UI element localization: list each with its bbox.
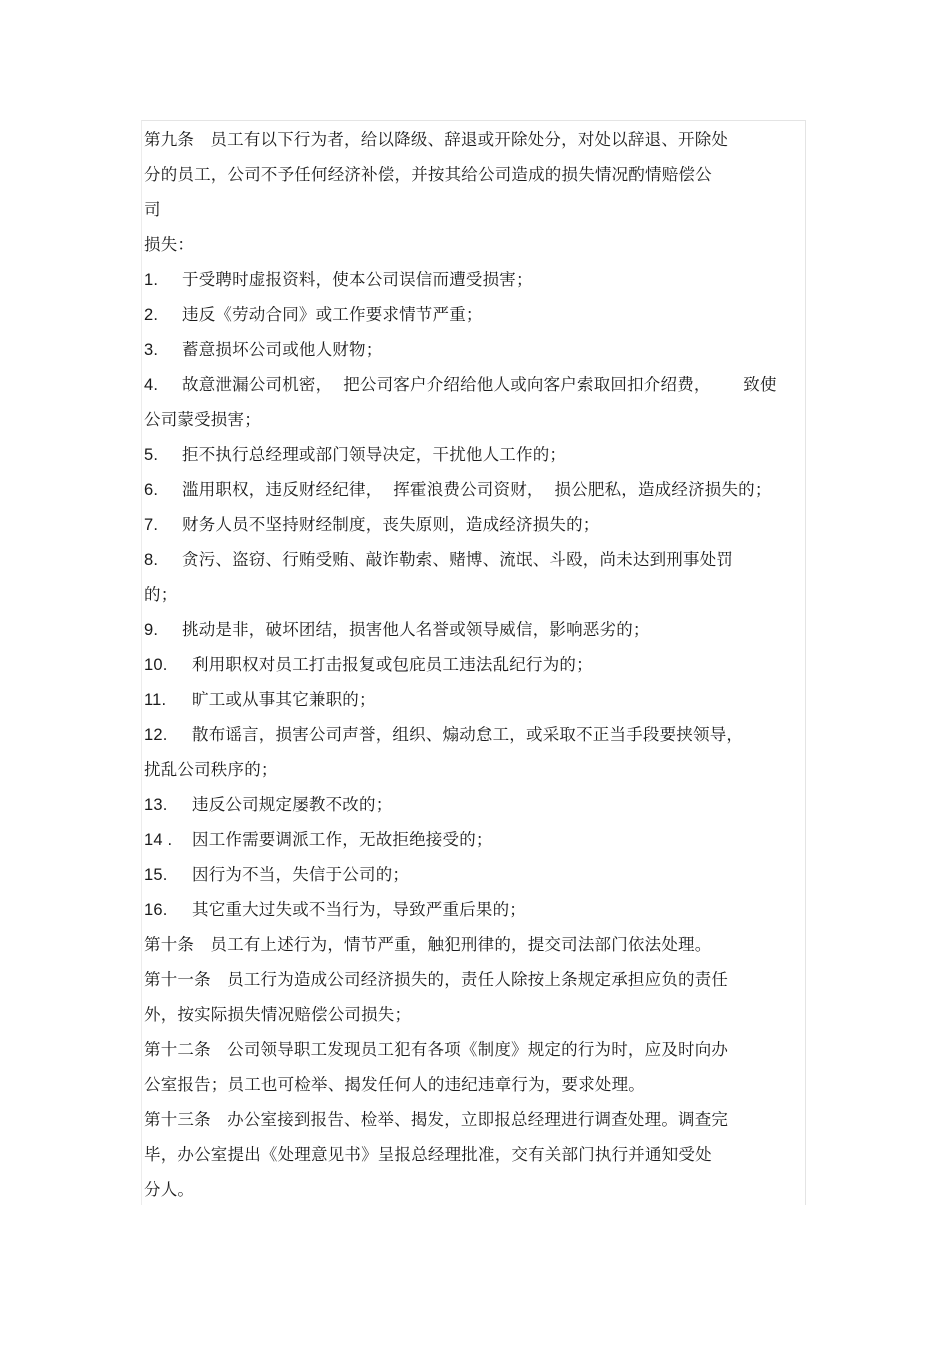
text-line [144,612,814,647]
item-text: 因行为不当，失信于公司的； [192,865,410,884]
item-text: 第十一条 员工行为造成公司经济损失的，责任人除按上条规定承担应负的责任 [144,970,729,989]
text-line [144,297,814,332]
item-number: 2. [144,306,159,324]
item-number: 6. [144,481,159,499]
text-line [144,682,814,717]
item-number: 16. [144,901,168,919]
item-text: 扰乱公司秩序的； [144,760,278,779]
text-line [144,192,814,227]
text-line [144,122,814,157]
item-number: 5. [144,446,159,464]
text-line [144,367,814,402]
item-text: 于受聘时虚报资料，使本公司误信而遭受损害； [182,270,533,289]
item-text: 其它重大过失或不当行为，导致严重后果的； [192,900,526,919]
text-line [144,577,814,612]
item-text: 公室报告；员工也可检举、揭发任何人的违纪违章行为，要求处理。 [144,1075,645,1094]
item-text: 旷工或从事其它兼职的； [192,690,376,709]
item-number: 10. [144,656,168,674]
item-number: 13. [144,796,168,814]
item-text: 故意泄漏公司机密， 把公司客户介绍给他人或向客户索取回扣介绍费， 致使 [182,375,777,394]
text-line [144,787,814,822]
item-text: 分的员工，公司不予任何经济补偿，并按其给公司造成的损失情况酌情赔偿公 [144,165,712,184]
item-text: 违反《劳动合同》或工作要求情节严重； [182,305,483,324]
text-line [144,962,814,997]
item-number: 1. [144,271,159,289]
text-line [144,647,814,682]
text-line [144,1102,814,1137]
item-text: 毕，办公室提出《处理意见书》呈报总经理批准，交有关部门执行并通知受处 [144,1145,712,1164]
item-text: 损失： [144,235,195,254]
text-line [144,752,814,787]
text-line [144,717,814,752]
text-line [144,997,814,1032]
item-text: 分人。 [144,1180,195,1199]
text-line [144,1172,814,1207]
item-number: 15. [144,866,168,884]
text-line [144,857,814,892]
text-line [144,507,814,542]
item-text: 财务人员不坚持财经制度，丧失原则，造成经济损失的； [182,515,600,534]
text-line [144,822,814,857]
text-line [144,157,814,192]
item-number: 7. [144,516,159,534]
item-number: 9. [144,621,159,639]
item-text: 拒不执行总经理或部门领导决定，干扰他人工作的； [182,445,567,464]
document-body [144,122,814,1207]
item-number: 12. [144,726,168,744]
item-number: 4. [144,376,159,394]
text-line [144,332,814,367]
item-text: 滥用职权，违反财经纪律， 挥霍浪费公司资财， 损公肥私，造成经济损失的； [182,480,772,499]
item-text: 挑动是非，破坏团结，损害他人名誉或领导威信，影响恶劣的； [182,620,650,639]
text-line [144,1067,814,1102]
item-text: 第十二条 公司领导职工发现员工犯有各项《制度》规定的行为时，应及时向办 [144,1040,729,1059]
text-line [144,472,814,507]
text-line [144,927,814,962]
text-line [144,402,814,437]
item-number: 3. [144,341,159,359]
text-line [144,892,814,927]
text-line [144,227,814,262]
item-text: 外，按实际损失情况赔偿公司损失； [144,1005,412,1024]
item-text: 公司蒙受损害； [144,410,261,429]
item-text: 利用职权对员工打击报复或包庇员工违法乱纪行为的； [192,655,593,674]
item-text: 贪污、盗窃、行贿受贿、敲诈勒索、赌博、流氓、斗殴，尚未达到刑事处罚 [182,550,734,569]
item-text: 违反公司规定屡教不改的； [192,795,393,814]
item-text: 第十条 员工有上述行为，情节严重，触犯刑律的，提交司法部门依法处理。 [144,935,712,954]
item-text: 第十三条 办公室接到报告、检举、揭发，立即报总经理进行调查处理。调查完 [144,1110,729,1129]
item-text: 司 [144,200,161,219]
item-text: 因工作需要调派工作，无故拒绝接受的； [192,830,493,849]
text-line [144,262,814,297]
text-line [144,1137,814,1172]
text-line [144,437,814,472]
text-line [144,1032,814,1067]
item-text: 散布谣言，损害公司声誉，组织、煽动怠工，或采取不正当手段要挟领导， [192,725,744,744]
item-text: 蓄意损坏公司或他人财物； [182,340,383,359]
item-text: 的； [144,585,178,604]
text-line [144,542,814,577]
item-number: 11. [144,691,167,709]
item-number: 8. [144,551,159,569]
item-text: 第九条 员工有以下行为者，给以降级、辞退或开除处分，对处以辞退、开除处 [144,130,729,149]
item-number: 14 . [144,831,173,849]
